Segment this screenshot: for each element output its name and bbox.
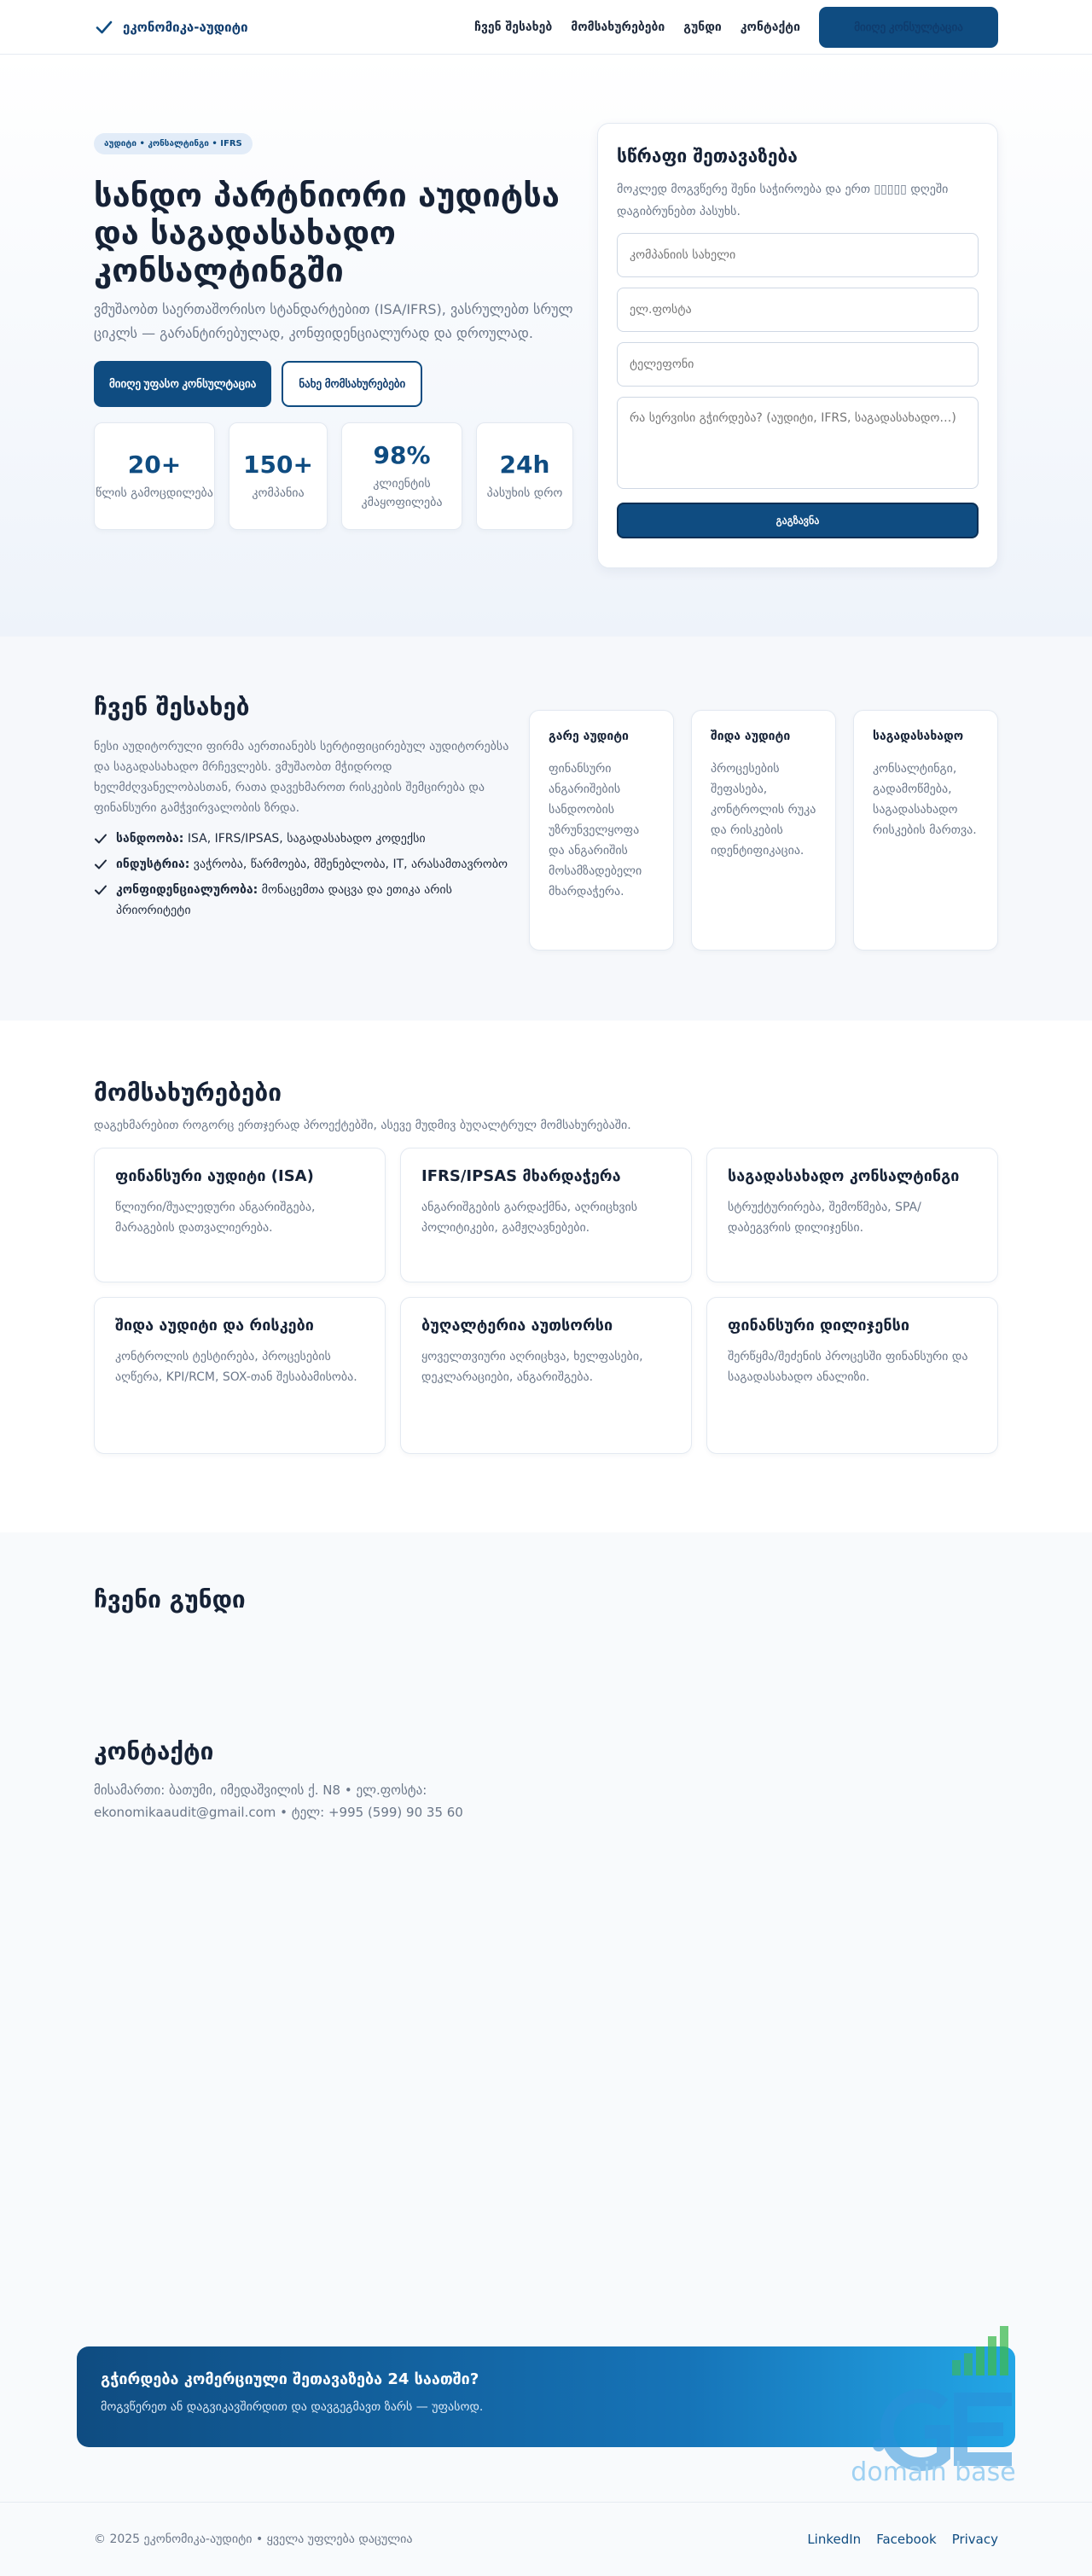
service-title: შიდა აუდიტი და რისკები	[115, 1317, 314, 1335]
team-title: ჩვენი გუნდი	[94, 1585, 246, 1614]
footer-link-privacy[interactable]: Privacy	[951, 2532, 998, 2547]
service-title: საგადასახადო კონსალტინგი	[728, 1167, 960, 1185]
stat-number: 24h	[499, 450, 550, 479]
services-title: მომსახურებები	[94, 1079, 282, 1107]
nav-link-services[interactable]: მომსახურებები	[571, 20, 665, 34]
service-card	[706, 1148, 998, 1282]
card-title: შიდა აუდიტი	[711, 730, 791, 743]
services-section	[0, 1021, 1092, 1532]
domain-base-watermark: domain base	[851, 2457, 1016, 2487]
footer	[0, 2502, 1092, 2575]
about-cards	[529, 710, 998, 951]
stat-number: 20+	[127, 450, 182, 479]
check-text: ინდუსტრია: ვაჭრობა, წარმოება, მშენებლობა, IT, არასამთავრობო	[116, 858, 508, 871]
contact-info: მისამართი: ბათუმი, იმედაშვილის ქ. N8 • ელ.ფოსტა: ekonomikaaudit@gmail.com • ტელ: +995 (599) 90 35 60	[94, 1782, 463, 1820]
about-content	[94, 693, 520, 926]
check-icon	[94, 883, 107, 897]
check-icon	[94, 858, 107, 871]
about-section	[0, 637, 1092, 1021]
check-icon	[94, 832, 107, 846]
hero-section	[0, 55, 1092, 637]
service-text: წლიური/შუალედური ანგარიშგება, მარაგების დათვალიერება.	[115, 1201, 316, 1235]
card-text: კონსალტინგი, გადამოწმება, საგადასახადო რისკების მართვა.	[873, 762, 977, 837]
service-card	[94, 1297, 386, 1454]
brand-name: ეკონომიკა-აუდიტი	[123, 20, 248, 35]
service-card	[706, 1297, 998, 1454]
stats-row	[94, 422, 580, 530]
nav-link-team[interactable]: გუნდი	[683, 20, 722, 34]
footer-copyright: © 2025 ეკონომიკა-აუდიტი • ყველა უფლება დაცულია	[94, 2532, 413, 2546]
email-field[interactable]	[617, 288, 979, 332]
service-card	[400, 1148, 692, 1282]
team-block	[94, 1585, 246, 1614]
stat-card	[476, 422, 573, 530]
check-logo-icon	[94, 17, 114, 38]
send-button[interactable]: გაგზავნა	[617, 503, 979, 538]
footer-link-linkedin[interactable]: LinkedIn	[807, 2532, 862, 2547]
check-text: კონფიდენციალურობა: მონაცემთა დაცვა და ეთიკა არის პრიორიტეტი	[116, 883, 452, 917]
stat-label: წლის გამოცდილება	[96, 486, 213, 500]
service-text: შერწყმა/შეძენის პროცესში ფინანსური და საგადასახადო ანალიზი.	[728, 1350, 968, 1384]
nav-links	[474, 7, 998, 48]
service-title: IFRS/IPSAS მხარდაჭერა	[421, 1167, 621, 1185]
hero-pill: აუდიტი • კონსალტინგი • IFRS	[94, 133, 253, 154]
about-card-internal-audit	[691, 710, 836, 951]
top-nav	[0, 0, 1092, 55]
stat-number: 150+	[243, 450, 313, 479]
service-text: კონტროლის ტესტირება, პროცესების აღწერა, KPI/RCM, SOX-თან შესაბამისობა.	[115, 1350, 357, 1384]
brand[interactable]	[94, 17, 248, 38]
nav-link-about[interactable]: ჩვენ შესახებ	[474, 20, 553, 34]
quick-form-subtitle: მოკლედ მოგვწერე შენი საჭიროება და ერთ ▯▯▯▯▯ დღეში დაგიბრუნებთ პასუხს.	[617, 183, 949, 218]
services-content	[94, 1079, 998, 1454]
card-title: გარე აუდიტი	[549, 730, 629, 743]
stat-number: 98%	[373, 440, 431, 469]
stat-card	[341, 422, 462, 530]
banner-title: გჭირდება კომერციული შეთავაზება 24 საათში?	[101, 2370, 479, 2388]
message-textarea[interactable]	[617, 397, 979, 489]
card-title: საგადასახადო	[873, 730, 964, 743]
hero-buttons	[94, 361, 580, 407]
nav-link-contact[interactable]: კონტაქტი	[740, 20, 800, 34]
service-text: სტრუქტურირება, შემოწმება, SPA/დაბეგვრის დილიჯენსი.	[728, 1201, 921, 1235]
service-title: ფინანსური აუდიტი (ISA)	[115, 1167, 314, 1185]
service-card	[94, 1148, 386, 1282]
nav-consult-button[interactable]: მიიღე კონსულტაცია	[819, 7, 998, 48]
service-card	[400, 1297, 692, 1454]
list-item	[94, 854, 520, 875]
contact-title: კონტაქტი	[94, 1737, 214, 1765]
about-title: ჩვენ შესახებ	[94, 693, 250, 721]
hero-title: სანდო პარტნიორი აუდიტსა და საგადასახადო კონსალტინგში	[94, 177, 560, 289]
quick-form-title: სწრაფი შეთავაზება	[617, 146, 798, 166]
footer-links	[807, 2532, 998, 2547]
stat-card	[229, 422, 328, 530]
banner-text: მოგვწერეთ ან დაგვიკავშირდით და დავგეგმავთ ზარს — უფასოდ.	[101, 2400, 484, 2414]
check-text: სანდოობა: ISA, IFRS/IPSAS, საგადასახადო კოდექსი	[116, 832, 426, 846]
stat-label: კომპანია	[252, 486, 305, 500]
footer-link-facebook[interactable]: Facebook	[876, 2532, 937, 2547]
company-name-input[interactable]	[617, 233, 979, 277]
list-item	[94, 880, 520, 921]
hero-content	[94, 133, 580, 530]
service-text: ყოველთვიური აღრიცხვა, ხელფასები, დეკლარაციები, ანგარიშგება.	[421, 1350, 643, 1384]
stat-card	[94, 422, 215, 530]
phone-field[interactable]	[617, 342, 979, 387]
free-consultation-button[interactable]: მიიღე უფასო კონსულტაცია	[94, 361, 271, 407]
about-text: ნესი აუდიტორული ფირმა აერთიანებს სერტიფიცირებულ აუდიტორებსა და საგადასახადო მრჩევლებს. ვმუშაობთ მჭიდროდ ხელმძღვანელობასთან, რათა დავეხმაროთ რისკების შემცირება და ფინანსური გამჭვირვალობის ზრდა.	[94, 740, 509, 815]
service-title: ბუღალტერია აუთსორსი	[421, 1317, 613, 1335]
card-text: პროცესების შეფასება, კონტროლის რუკა და რისკების იდენტიფიკაცია.	[711, 762, 816, 858]
about-card-external-audit	[529, 710, 674, 951]
contact-block	[94, 1737, 520, 1823]
service-text: ანგარიშგების გარდაქმნა, აღრიცხვის პოლიტიკები, გამჟღავნებები.	[421, 1201, 638, 1235]
services-grid	[94, 1148, 998, 1454]
stat-label: პასუხის დრო	[486, 486, 563, 500]
about-card-tax	[853, 710, 998, 951]
card-text: ფინანსური ანგარიშების სანდოობის უზრუნველყოფა და ანგარიშის მოსამზადებელი მხარდაჭერა.	[549, 762, 642, 898]
about-checklist	[94, 829, 520, 921]
view-services-button[interactable]: ნახე მომსახურებები	[282, 361, 422, 407]
quick-offer-form	[597, 123, 998, 568]
list-item	[94, 829, 520, 849]
services-subtitle: დაგეხმარებით როგორც ერთჯერად პროექტებში, ასევე მუდმივ ბუღალტრულ მომსახურებაში.	[94, 1119, 631, 1132]
service-title: ფინანსური დილიჯენსი	[728, 1317, 909, 1335]
hero-lead: ვმუშაობთ საერთაშორისო სტანდარტებით (ISA/IFRS), ვასრულებთ სრულ ციკლს — გარანტირებულად, კონფიდენციალურად და დროულად.	[94, 301, 573, 341]
stat-label: კლიენტის კმაყოფილება	[361, 476, 443, 509]
